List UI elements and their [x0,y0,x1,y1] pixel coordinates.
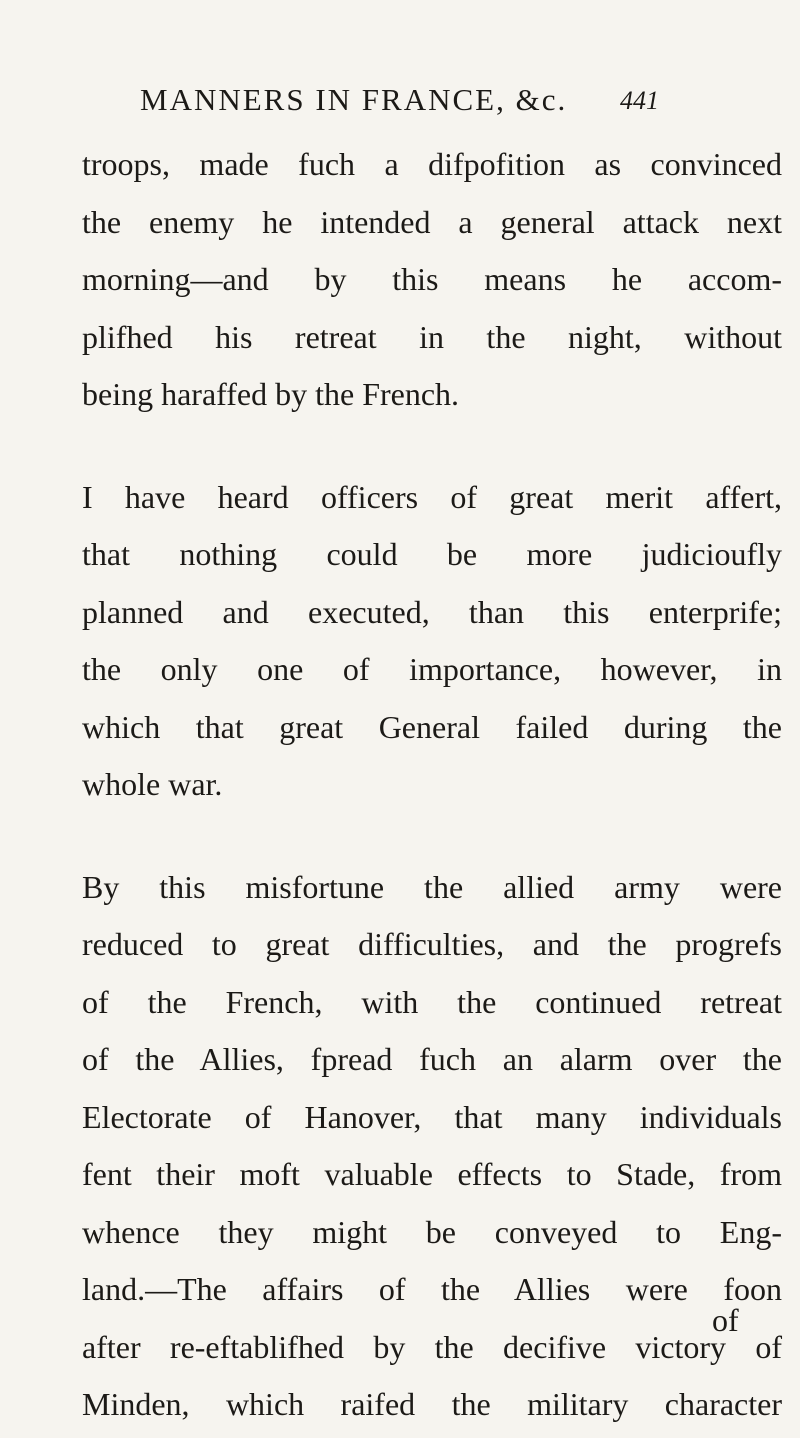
text-line: of the Allies, fpread fuch an alarm over the [82,1041,782,1077]
text-line: Electorate of Hanover, that many individuals [82,1098,782,1135]
text-line: I have heard officers of great merit affert, [82,478,782,515]
text-line: that nothing could be more judicioufly [82,536,782,572]
page-header [0,82,800,128]
catchword: of [712,1302,739,1338]
text-line: being haraffed by the French. [82,376,460,412]
text-line: fent their moft valuable effects to Stade, from [82,1156,782,1192]
text-line: planned and executed, than this enterprife; [82,593,782,630]
text-line: after re-eftablifhed by the decifive victory of [82,1328,782,1365]
text-line: By this misfortune the allied army were [82,868,782,905]
text-line: reduced to great difficulties, and the progrefs [82,926,782,962]
paragraph-1 [82,140,782,428]
text-line: which that great General failed during the [82,708,782,745]
text-line: whole war. [82,766,223,802]
body-text [82,140,782,1438]
text-line: of the French, with the continued retreat [82,983,782,1020]
text-line: land.—The affairs of the Allies were foon [82,1271,782,1307]
running-head: MANNERS IN FRANCE, &c. [140,82,568,117]
text-line: the enemy he intended a general attack next [82,203,782,240]
text-line: Minden, which raifed the military character [82,1386,782,1422]
paragraph-gap [82,818,782,863]
page-number: 441 [620,86,659,115]
paragraph-2 [82,473,782,818]
paragraph-gap [82,428,782,473]
text-line: morning—and by this means he accom- [82,261,782,297]
text-line: whence they might be conveyed to Eng- [82,1213,782,1250]
text-line: the only one of importance, however, in [82,651,782,687]
text-line: plifhed his retreat in the night, without [82,318,782,355]
paragraph-3 [82,863,782,1438]
text-line: troops, made fuch a difpofition as convinced [82,146,782,182]
